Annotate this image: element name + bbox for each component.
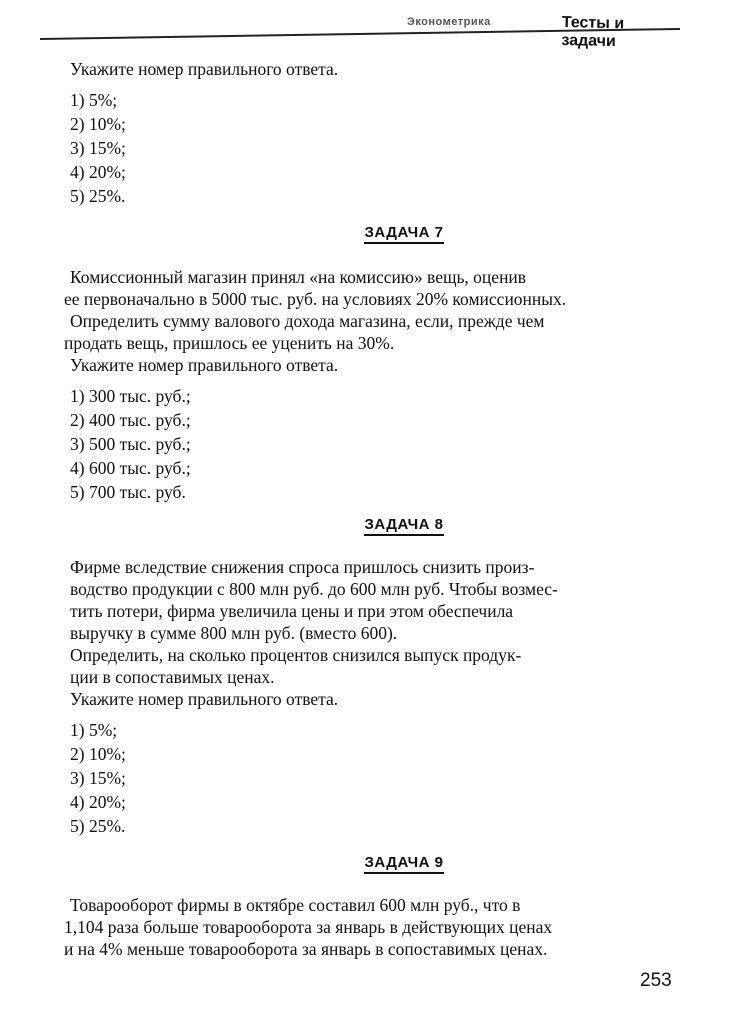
- page-header: [40, 6, 680, 52]
- prev-task-prompt: Укажите номер правильного ответа.: [70, 59, 339, 79]
- task-9-heading: ЗАДАЧА 9: [70, 852, 678, 874]
- answer-option: 5) 25%.: [70, 816, 126, 836]
- text-line: водство продукции с 800 млн руб. до 600 млн руб. Чтобы возмес-: [70, 579, 558, 599]
- text-line: выручку в сумме 800 млн руб. (вместо 600).: [70, 623, 398, 643]
- text-line: Фирме вследствие снижения спроса пришлось снизить произ-: [70, 557, 535, 577]
- answer-option: 5) 700 тыс. руб.: [70, 482, 186, 502]
- task-8-heading: ЗАДАЧА 8: [70, 514, 678, 536]
- answer-option: 2) 10%;: [70, 114, 126, 134]
- task-7-heading: ЗАДАЧА 7: [70, 222, 678, 244]
- text-line: Комиссионный магазин принял «на комиссию» вещь, оценив: [70, 267, 527, 287]
- answer-option: 2) 10%;: [70, 744, 126, 764]
- text-line: Товарооборот фирмы в октябре составил 600 млн руб., что в: [70, 895, 521, 915]
- page-number: 253: [640, 970, 672, 991]
- answer-option: 1) 300 тыс. руб.;: [70, 386, 191, 406]
- answer-option: 3) 15%;: [70, 768, 126, 788]
- task-9-text: [64, 894, 678, 960]
- task-7-text: [64, 266, 678, 376]
- text-line: Определить сумму валового дохода магазина, если, прежде чем: [70, 311, 545, 331]
- answer-option: 1) 5%;: [70, 90, 118, 110]
- answer-option: 4) 600 тыс. руб.;: [70, 458, 191, 478]
- text-line: Определить, на сколько процентов снизился выпуск продук-: [70, 645, 522, 665]
- text-line: ции в сопоставимых ценах.: [70, 667, 275, 687]
- answer-option: 5) 25%.: [70, 186, 126, 206]
- answer-option: 1) 5%;: [70, 720, 118, 740]
- answer-option: 2) 400 тыс. руб.;: [70, 410, 191, 430]
- text-line: и на 4% меньше товарооборота за январь в сопоставимых ценах.: [64, 939, 548, 959]
- header-book-section: Эконометрика: [407, 16, 491, 28]
- text-line: Укажите номер правильного ответа.: [70, 355, 339, 375]
- answer-option: 4) 20%;: [70, 162, 126, 182]
- task-8-text: [70, 556, 678, 710]
- text-line: продать вещь, пришлось ее уценить на 30%.: [64, 333, 395, 353]
- text-line: Укажите номер правильного ответа.: [70, 689, 339, 709]
- text-line: тить потери, фирма увеличила цены и при этом обеспечила: [70, 601, 514, 621]
- prev-task-options: [70, 88, 678, 208]
- answer-option: 3) 500 тыс. руб.;: [70, 434, 191, 454]
- task-8-options: [70, 718, 678, 838]
- answer-option: 4) 20%;: [70, 792, 126, 812]
- header-chapter-title: Тесты и задачи: [561, 14, 625, 51]
- text-line: ее первоначально в 5000 тыс. руб. на условиях 20% комиссионных.: [64, 289, 567, 309]
- text-line: 1,104 раза больше товарооборота за январь в действующих ценах: [64, 917, 553, 937]
- page-content: [64, 58, 678, 960]
- answer-option: 3) 15%;: [70, 138, 126, 158]
- task-7-options: [70, 384, 678, 504]
